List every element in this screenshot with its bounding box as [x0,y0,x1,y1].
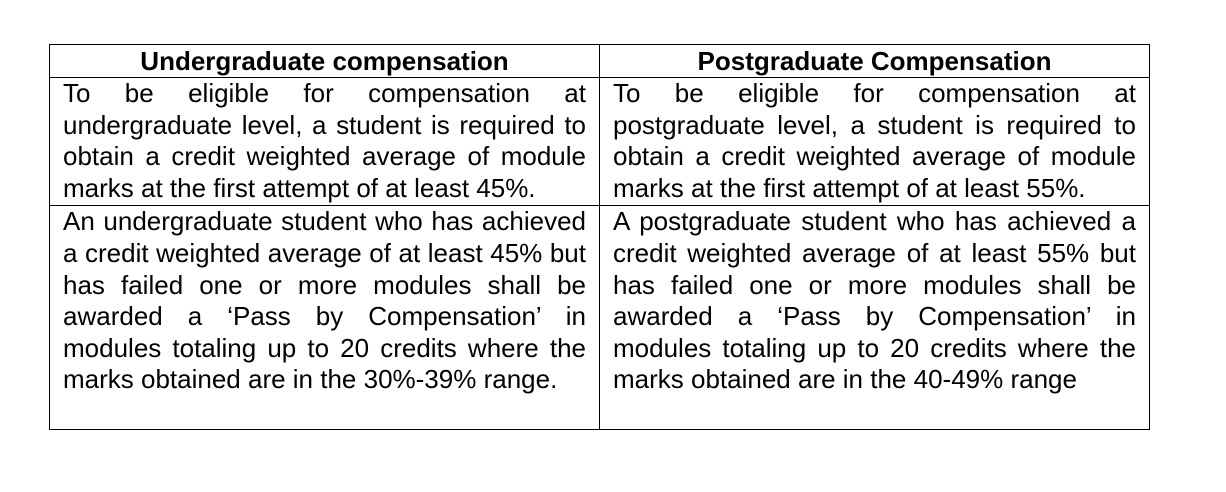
table-row [50,206,1150,430]
cell-undergraduate-pass-by-compensation: An undergraduate student who has achieved a credit weighted average of at least 45% but has failed one or more modules shall be awarded a ‘Pass by Compensation’ in modules totaling up to 20 credits where the marks obtained are in the 30%-39% range. [50,206,600,430]
header-undergraduate: Undergraduate compensation [50,45,600,78]
cell-postgraduate-pass-by-compensation: A postgraduate student who has achieved a credit weighted average of at least 55% but has failed one or more modules shall be awarded a ‘Pass by Compensation’ in modules totaling up to 20 credits where the marks obtained are in the 40-49% range [600,206,1150,430]
cell-postgraduate-eligibility: To be eligible for compensation at postgraduate level, a student is required to obtain a credit weighted average of module marks at the first attempt of at least 55%. [600,78,1150,206]
compensation-table [49,44,1150,430]
cell-undergraduate-eligibility: To be eligible for compensation at undergraduate level, a student is required to obtain a credit weighted average of module marks at the first attempt of at least 45%. [50,78,600,206]
table-header-row [50,45,1150,78]
table-row [50,78,1150,206]
header-postgraduate: Postgraduate Compensation [600,45,1150,78]
